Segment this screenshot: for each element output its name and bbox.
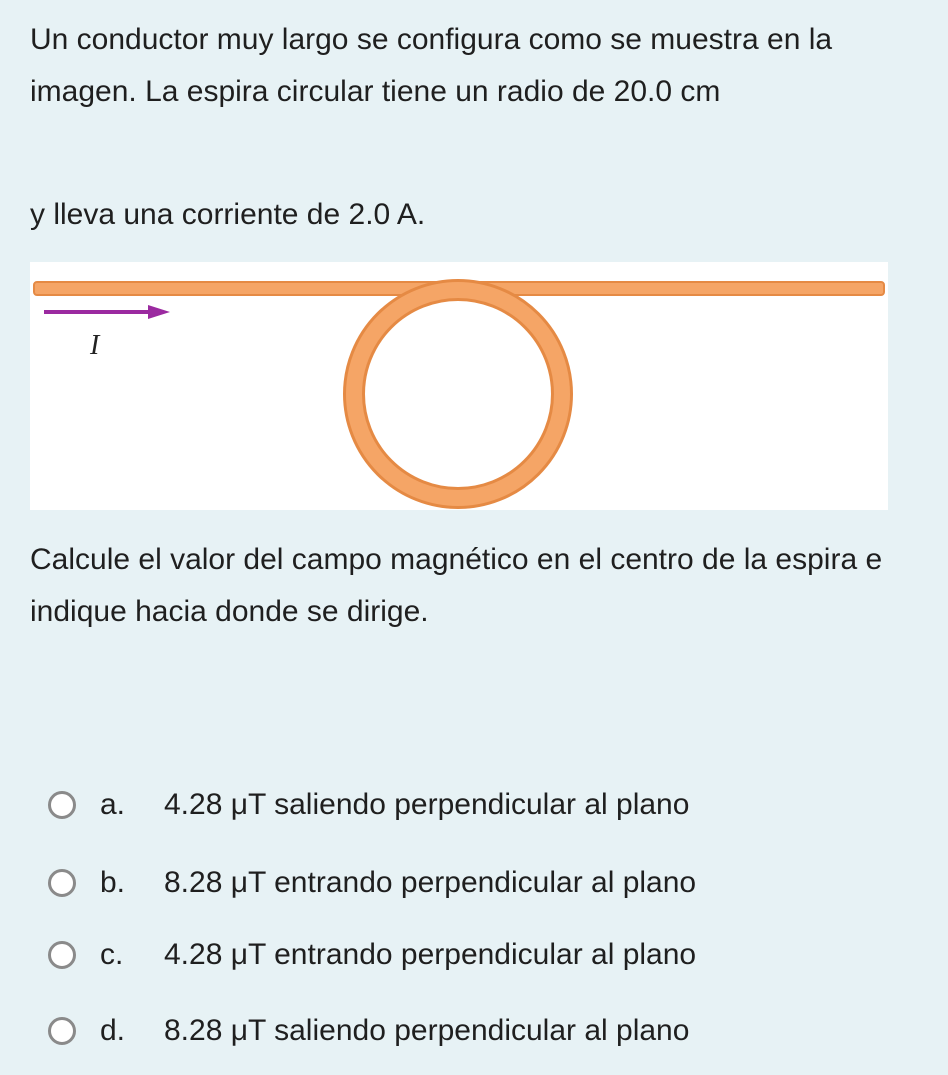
current-arrow-head xyxy=(148,305,170,319)
option-b[interactable] xyxy=(48,856,696,910)
option-letter: c. xyxy=(100,938,124,971)
question-current-line: y lleva una corriente de 2.0 A. xyxy=(30,198,426,231)
option-c[interactable] xyxy=(48,928,696,982)
question-prompt: Calcule el valor del campo magnético en el centro de la espira e indique hacia donde se dirige. xyxy=(30,543,883,628)
option-letter: a. xyxy=(100,788,126,821)
option-text: 4.28 μT saliendo perpendicular al plano xyxy=(164,788,690,821)
circuit-figure xyxy=(30,262,888,510)
option-letter: d. xyxy=(100,1014,126,1047)
question-intro: Un conductor muy largo se configura como se muestra en la imagen. La espira circular tiene un radio de 20.0 cm xyxy=(30,23,833,108)
option-d[interactable] xyxy=(48,1004,689,1058)
option-text: 8.28 μT entrando perpendicular al plano xyxy=(164,866,697,899)
option-a[interactable] xyxy=(48,778,689,832)
option-text: 8.28 μT saliendo perpendicular al plano xyxy=(164,1014,690,1047)
circular-loop-inner xyxy=(354,290,562,498)
option-text: 4.28 μT entrando perpendicular al plano xyxy=(164,938,697,971)
radio-button[interactable] xyxy=(48,1017,76,1045)
current-label: I xyxy=(90,330,100,361)
wire-loop-diagram xyxy=(30,262,888,510)
radio-button[interactable] xyxy=(48,941,76,969)
radio-button[interactable] xyxy=(48,791,76,819)
radio-button[interactable] xyxy=(48,869,76,897)
option-letter: b. xyxy=(100,866,126,899)
